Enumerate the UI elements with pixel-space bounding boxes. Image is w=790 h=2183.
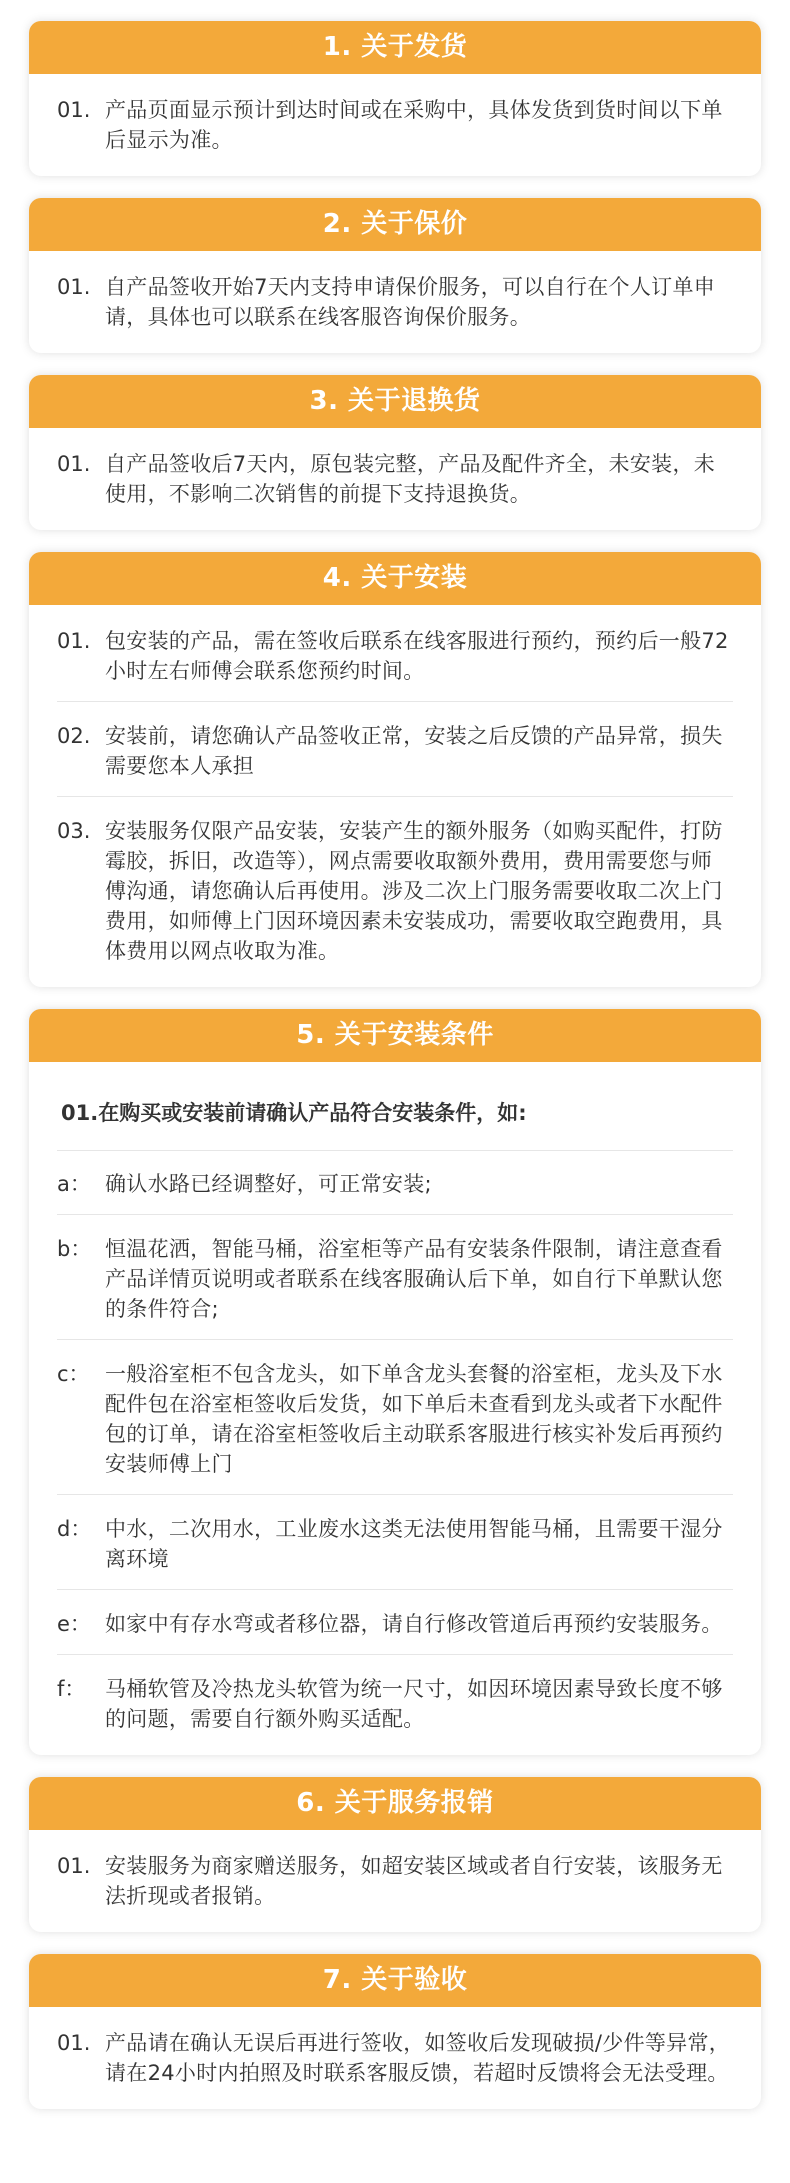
item-number: 01. bbox=[57, 275, 91, 299]
section-title: 2. 关于保价 bbox=[29, 198, 761, 251]
item-text: 安装服务为商家赠送服务，如超安装区域或者自行安装，该服务无法折现或者报销。 bbox=[105, 1854, 723, 1908]
item-letter: a： bbox=[57, 1172, 91, 1196]
section-title: 3. 关于退换货 bbox=[29, 375, 761, 428]
item-text: 马桶软管及冷热龙头软管为统一尺寸，如因环境因素导致长度不够的问题，需要自行额外购买适配。 bbox=[105, 1677, 723, 1731]
item-number: 01. bbox=[57, 2031, 91, 2055]
section-title: 1. 关于发货 bbox=[29, 21, 761, 74]
list-item bbox=[57, 1214, 733, 1331]
item-letter: d： bbox=[57, 1517, 92, 1541]
section-installation bbox=[29, 552, 761, 987]
list-item bbox=[57, 265, 733, 339]
section-body bbox=[29, 605, 761, 987]
item-number: 01. bbox=[57, 98, 91, 122]
section-body bbox=[29, 1830, 761, 1932]
list-item bbox=[57, 1589, 733, 1646]
item-number: 01. bbox=[57, 452, 91, 476]
section-installation-conditions bbox=[29, 1009, 761, 1755]
item-text: 自产品签收开始7天内支持申请保价服务，可以自行在个人订单申请，具体也可以联系在线客服咨询保价服务。 bbox=[105, 275, 716, 329]
list-item bbox=[57, 619, 733, 693]
section-service-reimbursement bbox=[29, 1777, 761, 1932]
item-letter: e： bbox=[57, 1612, 91, 1636]
item-text: 恒温花洒，智能马桶，浴室柜等产品有安装条件限制，请注意查看产品详情页说明或者联系在线客服确认后下单，如自行下单默认您的条件符合; bbox=[105, 1237, 723, 1321]
item-letter: c： bbox=[57, 1362, 90, 1386]
item-text: 确认水路已经调整好，可正常安装; bbox=[105, 1172, 432, 1196]
section-title: 7. 关于验收 bbox=[29, 1954, 761, 2007]
section-title: 5. 关于安装条件 bbox=[29, 1009, 761, 1062]
section-body bbox=[29, 2007, 761, 2109]
section-title: 6. 关于服务报销 bbox=[29, 1777, 761, 1830]
item-number: 01. bbox=[57, 1854, 91, 1878]
section-inspection bbox=[29, 1954, 761, 2109]
list-item bbox=[57, 1494, 733, 1581]
section-title: 4. 关于安装 bbox=[29, 552, 761, 605]
section-returns bbox=[29, 375, 761, 530]
list-item bbox=[57, 701, 733, 788]
list-item bbox=[57, 88, 733, 162]
list-item bbox=[57, 2021, 733, 2095]
list-item bbox=[57, 1844, 733, 1918]
list-item bbox=[57, 796, 733, 973]
item-text: 如家中有存水弯或者移位器，请自行修改管道后再预约安装服务。 bbox=[105, 1612, 723, 1636]
item-text: 中水，二次用水，工业废水这类无法使用智能马桶，且需要干湿分离环境 bbox=[105, 1517, 723, 1571]
item-text: 包安装的产品，需在签收后联系在线客服进行预约，预约后一般72小时左右师傅会联系您预约时间。 bbox=[105, 629, 729, 683]
item-text: 安装前，请您确认产品签收正常，安装之后反馈的产品异常，损失需要您本人承担 bbox=[105, 724, 723, 778]
item-text: 产品请在确认无误后再进行签收，如签收后发现破损/少件等异常，请在24小时内拍照及时联系客服反馈，若超时反馈将会无法受理。 bbox=[105, 2031, 731, 2085]
item-text: 产品页面显示预计到达时间或在采购中，具体发货到货时间以下单后显示为准。 bbox=[105, 98, 723, 152]
section-body bbox=[29, 251, 761, 353]
section-shipping bbox=[29, 21, 761, 176]
item-number: 01. bbox=[57, 629, 91, 653]
item-text: 自产品签收后7天内，原包装完整，产品及配件齐全，未安装，未使用，不影响二次销售的前提下支持退换货。 bbox=[105, 452, 716, 506]
list-item bbox=[57, 1654, 733, 1741]
section-body bbox=[29, 428, 761, 530]
item-number: 03. bbox=[57, 819, 91, 843]
item-letter: f： bbox=[57, 1677, 86, 1701]
list-item bbox=[57, 1339, 733, 1486]
section-body bbox=[29, 1062, 761, 1755]
item-number: 02. bbox=[57, 724, 91, 748]
list-item bbox=[57, 442, 733, 516]
list-item bbox=[57, 1150, 733, 1206]
section-body bbox=[29, 74, 761, 176]
section-intro: 01.在购买或安装前请确认产品符合安装条件，如: bbox=[61, 1101, 527, 1125]
item-text: 一般浴室柜不包含龙头，如下单含龙头套餐的浴室柜，龙头及下水配件包在浴室柜签收后发货，如下单后未查看到龙头或者下水配件包的订单，请在浴室柜签收后主动联系客服进行核实补发后再预约安装师傅上门 bbox=[105, 1362, 723, 1476]
item-letter: b： bbox=[57, 1237, 92, 1261]
section-price-protection bbox=[29, 198, 761, 353]
item-text: 安装服务仅限产品安装，安装产生的额外服务（如购买配件，打防霉胶，拆旧，改造等），网点需要收取额外费用，费用需要您与师傅沟通，请您确认后再使用。涉及二次上门服务需要收取二次上门费用，如师傅上门因环境因素未安装成功，需要收取空跑费用，具体费用以网点收取为准。 bbox=[105, 819, 723, 963]
